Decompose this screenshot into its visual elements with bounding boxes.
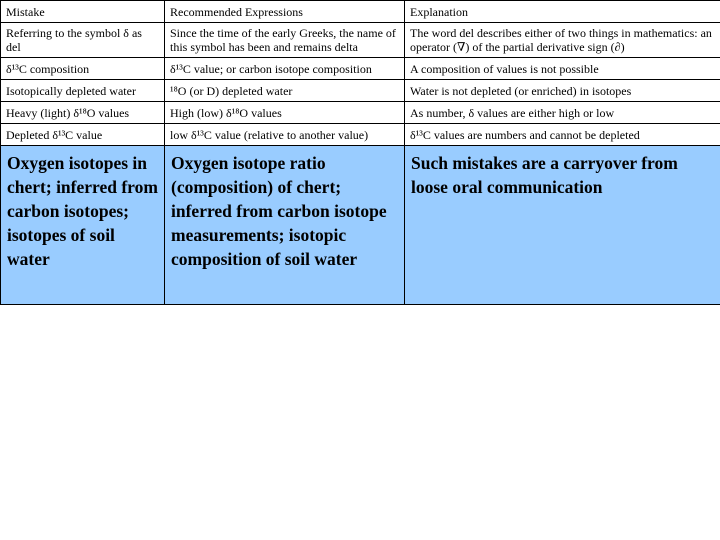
mistake-cell: Depleted δ¹³C value [1,124,165,146]
highlighted-recommended-cell: Oxygen isotope ratio (composition) of chert; inferred from carbon isotope measurements; isotopic composition of soil water [165,146,405,305]
highlighted-mistake-cell: Oxygen isotopes in chert; inferred from carbon isotopes; isotopes of soil water [1,146,165,305]
explanation-cell: As number, δ values are either high or low [405,102,720,124]
table-row [1,80,720,102]
recommended-cell: Since the time of the early Greeks, the name of this symbol has been and remains delta [165,23,405,58]
table-row [1,124,720,146]
header-recommended-expressions: Recommended Expressions [165,1,405,23]
mistake-cell: Isotopically depleted water [1,80,165,102]
mistake-cell: Heavy (light) δ¹⁸O values [1,102,165,124]
explanation-cell: Water is not depleted (or enriched) in isotopes [405,80,720,102]
table-row [1,102,720,124]
recommended-cell: ¹⁸O (or D) depleted water [165,80,405,102]
table-row [1,23,720,58]
table-row [1,58,720,80]
header-explanation: Explanation [405,1,720,23]
highlighted-table-row [1,146,720,305]
recommended-cell: low δ¹³C value (relative to another value) [165,124,405,146]
explanation-cell: The word del describes either of two things in mathematics: an operator (∇) of the partial derivative sign (∂) [405,23,720,58]
recommended-cell: δ¹³C value; or carbon isotope composition [165,58,405,80]
table-header-row [1,1,720,23]
highlighted-explanation-cell: Such mistakes are a carryover from loose oral communication [405,146,720,305]
header-mistake: Mistake [1,1,165,23]
explanation-cell: A composition of values is not possible [405,58,720,80]
recommended-cell: High (low) δ¹⁸O values [165,102,405,124]
mistake-cell: Referring to the symbol δ as del [1,23,165,58]
mistake-cell: δ¹³C composition [1,58,165,80]
explanation-cell: δ¹³C values are numbers and cannot be depleted [405,124,720,146]
